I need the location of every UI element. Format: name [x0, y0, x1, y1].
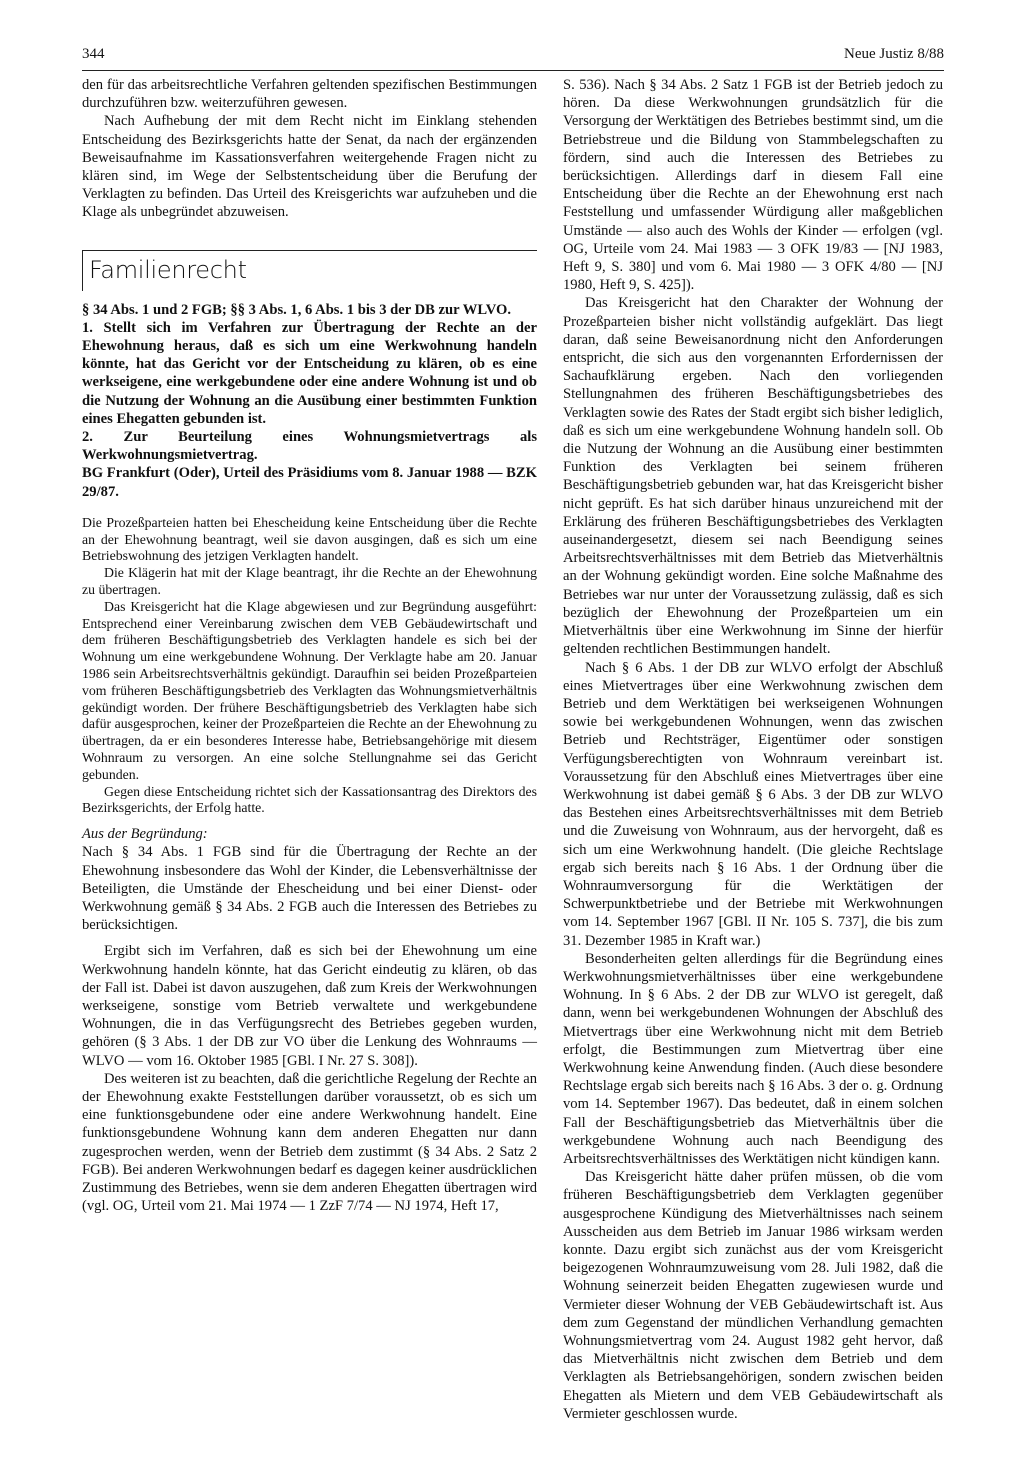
- running-header: [82, 44, 944, 68]
- section-heading: Familienrecht: [82, 250, 537, 291]
- left-column: [82, 76, 537, 1215]
- intro-paragraph: den für das arbeitsrechtliche Verfahren geltenden spezifischen Bestimmungen durchzuführen bzw. weiterzuführen gewesen.: [82, 77, 537, 112]
- reasons-paragraph: Ergibt sich im Verfahren, daß es sich bei der Ehewohnung um eine Werkwohnung handeln könnte, hat das Gericht eindeutig zu klären, ob das der Fall ist. Dabei ist davon auszugehen, daß zum Kreis der Werkwohnungen werkseigene, sonstige vom Betrieb verwaltete und werkgebundene Wohnungen, die in das Verfügungsrecht des Betriebes gegeben wurden, gehören (§ 3 Abs. 1 der DB zur VO über die Lenkung des Wohnraums — WLVO — vom 16. Oktober 1985 [GBl. I Nr. 27 S. 308]).: [82, 943, 537, 1069]
- page-number: 344: [82, 46, 105, 62]
- intro-paragraph: Nach Aufhebung der mit dem Recht nicht im Einklang stehenden Entscheidung des Bezirksgerichts hatte der Senat, da nach der ergänzenden Beweisaufnahme im Kassationsverfahren weitergehende Fragen nicht zu klären sind, im Wege der Selbstentscheidung über die Berufung der Verklagten zu befinden. Das Urteil des Kreisgerichts war aufzuheben und die Klage als unbegründet abzuweisen.: [82, 113, 537, 221]
- journal-issue: Neue Justiz 8/88: [844, 46, 944, 62]
- facts-paragraph: Die Klägerin hat mit der Klage beantragt, ihr die Rechte an der Ehewohnung zu übertragen.: [82, 565, 537, 598]
- body-paragraph: Das Kreisgericht hat den Charakter der Wohnung der Prozeßparteien bisher nicht vollständig aufgeklärt. Das liegt daran, daß seine Beweisanordnung nicht den Anforderungen entspricht, die sich aus den vorgenannten Erfordernissen der Sachaufklärung ergeben. Nach den vorliegenden Stellungnahmen des früheren Beschäftigungsbetriebes des Verklagten sowie des Rates der Stadt ergibt sich bisher lediglich, daß es sich um eine werkgebundene Wohnung handeln soll. Ob die Nutzung der Wohnung an die Ausübung einer bestimmten Funktion des Verklagten bei seinem früheren Beschäftigungsbetrieb gebunden war, hat das Kreisgericht bisher nicht geprüft. Es hat sich darüber hinaus unzureichend mit der Erklärung des früheren Beschäftigungsbetriebes des Verklagten auseinandergesetzt, diesem sei nach Beendigung seines Arbeitsrechtsverhältnisses mit dem Betrieb das Mietverhältnis an der Wohnung gekündigt worden. Eine solche Maßnahme des Betriebes war nur unter der Voraussetzung zulässig, daß es sich bezüglich der Ehewohnung der Prozeßparteien um ein Mietverhältnis über eine Werkwohnung im Sinne der hierfür geltenden rechtlichen Bestimmungen handelt.: [563, 295, 943, 658]
- facts-paragraph: Die Prozeßparteien hatten bei Ehescheidung keine Entscheidung über die Rechte an der Ehewohnung beantragt, weil sie davon ausgingen, daß es sich um eine Betriebswohnung des jetzigen Verklagten handelt.: [82, 514, 537, 564]
- facts-paragraph: Das Kreisgericht hat die Klage abgewiesen und zur Begründung ausgeführt: Entsprechend einer Vereinbarung zwischen dem VEB Gebäudewirtschaft und dem früheren Beschäftigungsbetrieb des Verklagten handele es sich bei der Wohnung um eine werkgebundene Wohnung. Der Verklagte habe am 20. Januar 1986 sein Arbeitsrechtsverhältnis gekündigt. Daraufhin sei beiden Prozeßparteien vom früheren Beschäftigungsbetrieb des Verklagten das Wohnungsmietverhältnis gekündigt worden. Der frühere Beschäftigungsbetrieb des Verklagten habe sich dafür ausgesprochen, keiner der Prozeßparteien die Rechte an der Ehewohnung zu übertragen, da er ein besonderes Interesse habe, Betriebsangehörige mit diesem Wohnraum zu versorgen. An eine solche Stellungnahme sei das Gericht gebunden.: [82, 598, 537, 782]
- right-column: [563, 76, 943, 1423]
- body-paragraph: S. 536). Nach § 34 Abs. 2 Satz 1 FGB ist der Betrieb jedoch zu hören. Da diese Werkwohnungen grundsätzlich für die Versorgung der Werktätigen des Betriebes bestimmt sind, um die Betriebstreue und die Bildung von Stammbelegschaften zu fördern, sind auch die Interessen des Betriebes zu berücksichtigen. Allerdings darf in diesem Fall eine Entscheidung über die Rechte an der Ehewohnung erst nach Feststellung und umfassender Würdigung aller maßgeblichen Umstände — also auch des Wohls der Kinder — erfolgen (vgl. OG, Urteile vom 24. Mai 1983 — 3 OFK 19/83 — [NJ 1983, Heft 9, S. 380] und vom 6. Mai 1980 — 3 OFK 4/80 — [NJ 1980, Heft 9, S. 425]).: [563, 77, 943, 294]
- spacer: [82, 934, 537, 942]
- headnote-2: 2. Zur Beurteilung eines Wohnungsmietvertrags als Werkwohnungsmietvertrag.: [82, 429, 537, 464]
- reasons-heading: Aus der Begründung:: [82, 826, 208, 843]
- spacer: [82, 501, 537, 515]
- header-rule: [82, 70, 944, 71]
- headnote-1: 1. Stellt sich im Verfahren zur Übertragung der Rechte an der Ehewohnung heraus, daß es sich um eine Werkwohnung handeln könnte, hat das Gericht vor der Entscheidung zu klären, ob es eine werkseigene, eine werkgebundene oder eine andere Wohnung ist und ob die Nutzung der Wohnung an die Ausübung einer bestimmten Funktion eines Ehegatten gebunden ist.: [82, 319, 537, 427]
- norms-citation: § 34 Abs. 1 und 2 FGB; §§ 3 Abs. 1, 6 Abs. 1 bis 3 der DB zur WLVO.: [82, 301, 511, 318]
- reasons-paragraph: Nach § 34 Abs. 1 FGB sind für die Übertragung der Rechte an der Ehewohnung insbesondere das Wohl der Kinder, die Lebensverhältnisse der Beteiligten, die Umstände der Ehescheidung und bei einer Dienst- oder Werkwohnung gemäß § 34 Abs. 2 FGB auch die Interessen des Betriebes zu berücksichtigen.: [82, 844, 537, 934]
- court-decision-citation: BG Frankfurt (Oder), Urteil des Präsidiums vom 8. Januar 1988 — BZK 29/87.: [82, 465, 537, 500]
- reasons-paragraph: Des weiteren ist zu beachten, daß die gerichtliche Regelung der Rechte an der Ehewohnung exakte Feststellungen darüber voraussetzt, ob es sich um eine funktionsgebundene oder eine andere Werkwohnung handelt. Eine funktionsgebundene Wohnung kann dem anderen Ehegatten nur dann zugesprochen werden, wenn der Betrieb dem zustimmt (§ 34 Abs. 2 Satz 2 FGB). Bei anderen Werkwohnungen bedarf es dagegen keiner ausdrücklichen Zustimmung des Betriebes, wenn sie dem anderen Ehegatten übertragen wird (vgl. OG, Urteil vom 21. Mai 1974 — 1 ZzF 7/74 — NJ 1974, Heft 17,: [82, 1070, 537, 1215]
- body-paragraph: Nach § 6 Abs. 1 der DB zur WLVO erfolgt der Abschluß eines Mietvertrages über eine Werkwohnung zwischen dem Betrieb und dem Werktätigen bei werkseigenen Wohnungen sowie bei werkgebundenen Wohnungen, wenn das zwischen Betrieb und Rechtsträger, Eigentümer oder sonstigen Verfügungsberechtigten von Wohnraum vereinbart ist. Voraussetzung für den Abschluß eines Mietvertrages über eine Werkwohnung ist dabei gemäß § 6 Abs. 3 der DB zur WLVO das Bestehen eines Arbeitsrechtsverhältnisses mit dem Betrieb und die Zuweisung von Wohnraum, aus der hervorgeht, daß es sich um eine Werkwohnung handelt. (Die gleiche Rechtslage ergab sich bereits nach § 16 Abs. 1 der Ordnung über die Wohnraumversorgung für die Werktätigen der Schwerpunktbetriebe und der Betriebe mit Werkwohnungen vom 14. September 1967 [GBl. II Nr. 105 S. 737], die bis zum 31. Dezember 1985 in Kraft war.): [563, 659, 943, 949]
- facts-paragraph: Gegen diese Entscheidung richtet sich der Kassationsantrag des Direktors des Bezirksgerichts, der Erfolg hatte.: [82, 783, 537, 816]
- body-paragraph: Besonderheiten gelten allerdings für die Begründung eines Werkwohnungsmietverhältnisses über eine werkgebundene Wohnung. In § 6 Abs. 2 der DB zur WLVO ist geregelt, daß dann, wenn bei werkgebundenen Wohnungen der Abschluß des Mietvertrags über eine Werkwohnung nicht mit dem Betrieb erfolgt, die Bestimmungen zum Mietvertrag über eine Werkwohnung keine Anwendung finden. (Auch diese besondere Rechtslage ergab sich bereits nach § 16 Abs. 3 der o. g. Ordnung vom 14. September 1967). Das bedeutet, daß in einem solchen Fall der Beschäftigungsbetrieb das Mietverhältnis über die werkgebundene Wohnung auch nach Beendigung des Arbeitsrechtsverhältnisses des Werktätigen nicht kündigen kann.: [563, 950, 943, 1167]
- body-paragraph: Das Kreisgericht hätte daher prüfen müssen, ob die vom früheren Beschäftigungsbetrieb dem Verklagten gegenüber ausgesprochene Kündigung des Mietverhältnisses nach seinem Ausscheiden aus dem Betrieb im Januar 1986 wirksam werden konnte. Dazu ergibt sich zunächst aus der vom Kreisgericht beigezogenen Wohnraumzuweisung vom 28. Juli 1982, daß die Wohnung seinerzeit beiden Ehegatten zugewiesen wurde und Vermieter dieser Wohnung der VEB Gebäudewirtschaft ist. Aus dem zum Gegenstand der mündlichen Verhandlung gemachten Wohnungsmietvertrag vom 24. August 1982 geht hervor, daß das Mietverhältnis nicht zwischen dem Betrieb und dem Verklagten als Betriebsangehörigen, sondern zwischen beiden Ehegatten als Mietern und dem VEB Gebäudewirtschaft als Vermieter geschlossen wurde.: [563, 1169, 943, 1422]
